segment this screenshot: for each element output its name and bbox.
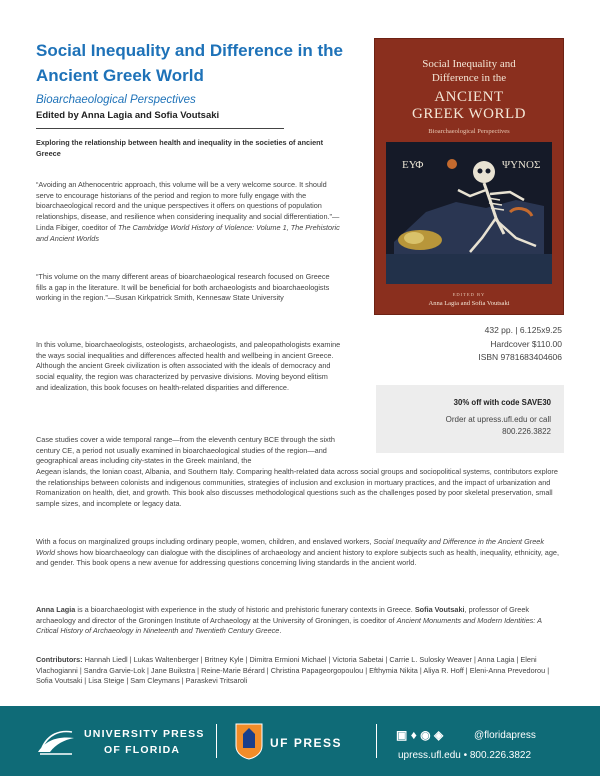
- mosaic-illustration: [386, 142, 552, 284]
- upf-name-line2: OF FLORIDA: [104, 744, 181, 756]
- spec-pages: 432 pp. | 6.125x9.25: [484, 325, 562, 335]
- cover-title-line3: ANCIENT: [434, 89, 504, 105]
- social-icons[interactable]: [396, 728, 443, 742]
- footer-bar: [0, 706, 600, 776]
- book-editors: Edited by Anna Lagia and Sofia Voutsaki: [36, 110, 220, 121]
- cover-title-top: [375, 57, 563, 85]
- editor-bios: Anna Lagia is a bioarchaeologist with experience in the study of historic and prehistoric funerary contexts in Greece. Sofia Voutsaki, professor of Greek archaeology and director of the Groningen Institute of Archaeology at the University of Groningen, is coeditor of Ancient Monuments and Modern Identities: A Critical History of Archaeology in Nineteenth and Twentieth Century Greece.: [36, 605, 542, 636]
- uf-press-seal-icon: [234, 722, 264, 760]
- footer-divider-1: [216, 724, 217, 758]
- social-handle[interactable]: @floridapress: [474, 730, 536, 741]
- upf-name-line1: UNIVERSITY PRESS: [84, 728, 205, 740]
- instagram-icon[interactable]: ◉: [420, 728, 431, 742]
- facebook-icon[interactable]: ▣: [396, 728, 408, 742]
- order-line-1: Order at upress.ufl.edu or call: [445, 415, 551, 424]
- uf-press-label: UF PRESS: [270, 736, 343, 750]
- endorsement-smith: “This volume on the many different areas of bioarchaeological research focused on Greece fills a gap in the literature. It will be beneficial for both archaeologists and bioarchaeologists working in the region.”—Susan Kirkpatrick Smith, Kennesaw State University: [36, 272, 330, 303]
- spec-isbn: ISBN 9781683404606: [478, 352, 562, 362]
- footer-contact[interactable]: upress.ufl.edu • 800.226.3822: [398, 750, 532, 761]
- description-paragraph-2a: Case studies cover a wide temporal range—from the eleventh century BCE through the sixth century CE, a period not usually examined in bioarchaeological studies of the region—and geographical areas including city-states in the Greek mainland, the: [36, 435, 335, 466]
- description-paragraph-1: In this volume, bioarchaeologists, osteologists, archaeologists, and paleopathologists examine the ways social inequalities and differences affected health and wellbeing in ancient Greece. Although the ancient Greek civilization is often associated with the ideals of democracy and social equality, the region was characterized by pervasive divisions. Moving beyond elitism and idealization, this book focuses on health-related disparities and difference.: [36, 340, 341, 392]
- upf-logo-icon: [36, 728, 76, 756]
- discount-box: [376, 385, 564, 453]
- book-subtitle: Bioarchaeological Perspectives: [36, 94, 196, 106]
- description-paragraph-2b: Aegean islands, the Ionian coast, Albania, and Southern Italy. Comparing health-related data across social groups and sociopolitical systems, contributors explore the relationships between colonists and indigenous communities, strategies of inclusion and exclusion in mortuary practices, and the impact of urbanization and Romanization on health, diet, and growth. This book also discusses methodological questions such as the challenges posed by poor skeletal preservation, small sample sizes, and incomplete or legacy data.: [36, 467, 558, 509]
- mosaic-inscription-right: ΨΥΝΟΣ: [502, 159, 541, 171]
- cover-title-line4: GREEK WORLD: [412, 106, 526, 122]
- spec-hardcover-price: Hardcover $110.00: [490, 338, 562, 349]
- contributors-list: Contributors: Hannah Liedl | Lukas Waltenberger | Britney Kyle | Dimitra Ermioni Michael | Victoria Sabetai | Carrie L. Sulosky Weaver | Anna Lagia | Eleni Vlachogianni | Sandra Garvie-Lok | Jane Buikstra | Reine-Marie Bérard | Christina Papageorgopoulou | Efthymia Nikita | Aliya R. Hoff | Eleni-Anna Prevedorou | Sofia Voutsaki | Lisa Steige | Sam Cleymans | Paraskevi Tritsaroli: [36, 655, 550, 686]
- skeleton-mosaic-image: [386, 142, 552, 284]
- lead-statement: Exploring the relationship between health and inequality in the societies of ancient Greece: [36, 138, 324, 158]
- order-info: [376, 414, 551, 438]
- discount-code: 30% off with code SAVE30: [453, 398, 551, 407]
- cover-edited-by: EDITED BY: [452, 292, 486, 297]
- cover-title-line1: Social Inequality and: [422, 58, 516, 70]
- cover-title-line2: Difference in the: [431, 72, 507, 84]
- wordpress-icon[interactable]: ◈: [433, 728, 444, 742]
- order-phone: 800.226.3822: [502, 427, 551, 436]
- cover-subtitle: Bioarchaeological Perspectives: [428, 128, 510, 135]
- book-title: Social Inequality and Difference in the Ancient Greek World: [36, 41, 344, 85]
- cover-title-bottom: [375, 89, 563, 123]
- book-cover: [374, 38, 564, 315]
- description-paragraph-3: With a focus on marginalized groups including ordinary people, women, children, and enslaved workers, Social Inequality and Difference in the Ancient Greek World shows how bioarchaeology can dialogue with the disciplines of archaeology and ancient history to explore subjects such as health, inequality, ethnicity, age, and gender. This book opens a new avenue for addressing questions concerning living standards in the ancient world.: [36, 537, 559, 568]
- twitter-icon[interactable]: ♦: [410, 728, 417, 742]
- mosaic-inscription-left: ΕΥΦ: [402, 159, 424, 171]
- cover-editors: Anna Lagia and Sofia Voutsaki: [428, 300, 510, 307]
- endorsement-fibiger: “Avoiding an Athenocentric approach, this volume will be a very welcome source. It should serve to encourage historians of the period and region to more fully engage with the bioarchaeological record and the unique perspectives it offers on questions of population relationships, disease, and resilience when considering inequality and social differentiation.”—Linda Fibiger, coeditor of The Cambridge World History of Violence: Volume 1, The Prehistoric and Ancient Worlds: [36, 180, 340, 243]
- book-specs: [380, 324, 562, 365]
- title-divider: [36, 128, 284, 129]
- footer-divider-2: [376, 724, 377, 758]
